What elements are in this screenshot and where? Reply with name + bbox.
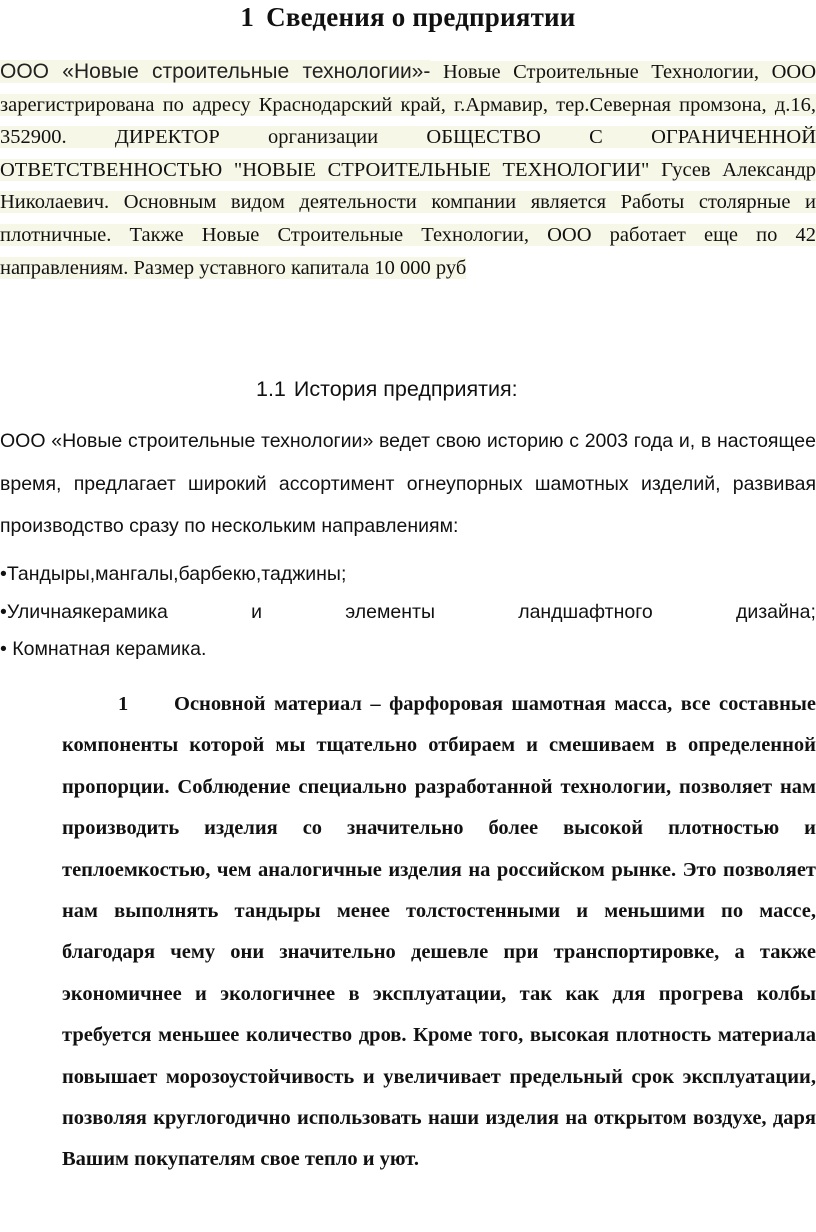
subsection-heading — [256, 377, 518, 402]
company-name: ООО «Новые строительные технологии» — [0, 60, 424, 83]
list-item-word: •Уличнаякерамика — [0, 600, 168, 623]
subsection-number: 1.1 — [256, 377, 286, 401]
list-item: •Тандыры,мангалы,барбекю,таджины; — [0, 563, 347, 585]
list-item-word: элементы — [345, 600, 435, 623]
section-title: Сведения о предприятии — [266, 2, 576, 32]
numbered-paragraph — [62, 684, 816, 1181]
list-item-word: ландшафтного — [518, 600, 653, 623]
section-number: 1 — [240, 2, 255, 32]
company-dash: - — [423, 60, 431, 83]
company-info-paragraph — [0, 56, 816, 284]
numbered-text: Основной материал – фарфоровая шамотная масса, все составные компоненты которой мы тщательно отбираем и смешиваем в определенной пропорции. Соблюдение специально разработанной технологии, позволяет нам производить изделия со значительно более высокой плотностью и теплоемкостью, чем аналогичные изделия на российском рынке. Это позволяет нам выполнять тандыры менее толстостенными и меньшими по массе, благодаря чему они значительно дешевле при транспортировке, а также экономичнее и экологичнее в эксплуатации, так как для прогрева колбы требуется меньшее количество дров. Кроме того, высокая плотность материала повышает морозоустойчивость и увеличивает предельный срок эксплуатации, позволяя круглогодично использовать наши изделия на открытом воздухе, даря Вашим покупателям свое тепло и уют. — [62, 693, 816, 1171]
company-info-text: Новые Строительные Технологии, ООО зарегистрирована по адресу Краснодарский край, г.Армавир, тер.Северная промзона, д.16, 352900. ДИРЕКТОР организации ОБЩЕСТВО С ОГРАНИЧЕННОЙ ОТВЕТСТВЕННОСТЬЮ "НОВЫЕ СТРОИТЕЛЬНЫЕ ТЕХНОЛОГИИ" Гусев Александр Николаевич. Основным видом деятельности компании является Работы столярные и плотничные. Также Новые Строительные Технологии, ООО работает еще по 42 направлениям. Размер уставного капитала 10 000 руб — [0, 61, 816, 279]
list-item-word: дизайна; — [735, 600, 816, 623]
list-item-word: и — [251, 600, 263, 623]
subsection-title: История предприятия: — [293, 377, 518, 401]
numbered-marker: 1 — [118, 693, 129, 715]
history-paragraph: ООО «Новые строительные технологии» ведет свою историю с 2003 года и, в настоящее время, предлагает широкий ассортимент огнеупорных шамотных изделий, развивая производство сразу по нескольким направлениям: — [0, 430, 816, 537]
list-item: • Комнатная керамика. — [0, 638, 207, 660]
product-list — [0, 556, 816, 669]
list-item — [0, 594, 816, 632]
section-heading — [0, 2, 816, 33]
